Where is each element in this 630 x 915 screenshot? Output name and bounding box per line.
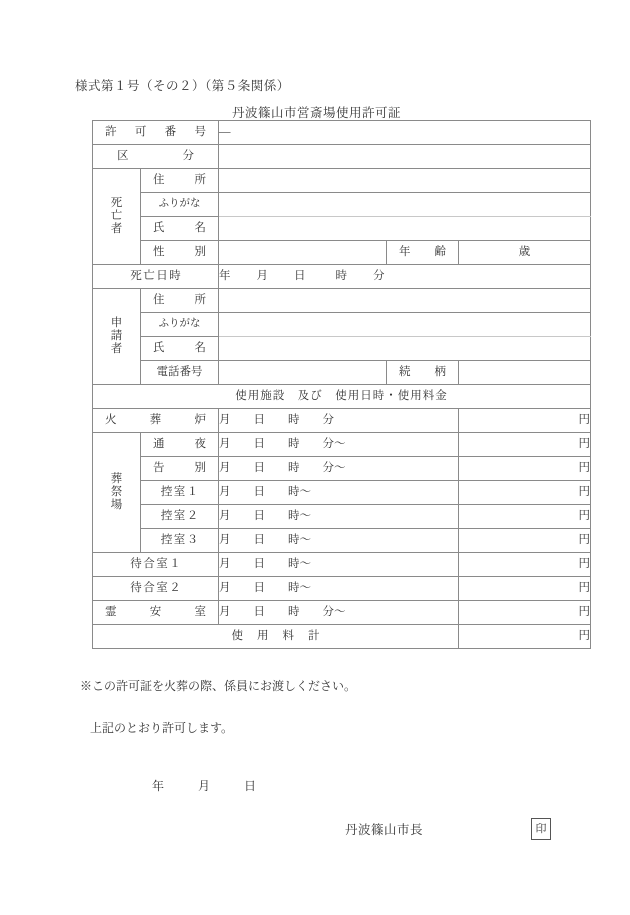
- table-row-mortuary: [93, 601, 591, 625]
- lounge-1-label: 待合室１: [93, 553, 219, 577]
- waiting-room-3-fee[interactable]: 円: [459, 529, 591, 553]
- crematorium-datetime[interactable]: 月 日 時 分: [219, 409, 459, 433]
- lounge-1-datetime[interactable]: 月 日 時〜: [219, 553, 459, 577]
- deceased-gender-label: 性別: [141, 241, 219, 265]
- category-value[interactable]: [219, 145, 591, 169]
- lounge-2-fee[interactable]: 円: [459, 577, 591, 601]
- table-row-applicant-phone: [93, 361, 591, 385]
- applicant-name-label: 氏名: [141, 337, 219, 361]
- form-code: 様式第１号（その２）（第５条関係）: [75, 79, 290, 93]
- table-row-death-datetime: [93, 265, 591, 289]
- table-row-lounge-1: [93, 553, 591, 577]
- wake-label: 通夜: [141, 433, 219, 457]
- total-label: 使用料計: [93, 625, 459, 649]
- mortuary-label: 霊安室: [93, 601, 219, 625]
- signatory-name: 丹波篠山市長: [345, 823, 424, 837]
- table-row-deceased-gender-age: [93, 241, 591, 265]
- waiting-room-3-label: 控室３: [141, 529, 219, 553]
- issue-date-year: 年: [152, 779, 165, 793]
- farewell-datetime[interactable]: 月 日 時 分〜: [219, 457, 459, 481]
- table-row-waiting-room-1: [93, 481, 591, 505]
- table-row-wake: [93, 433, 591, 457]
- issue-date-line[interactable]: [152, 777, 256, 794]
- waiting-room-1-datetime[interactable]: 月 日 時〜: [219, 481, 459, 505]
- mortuary-fee[interactable]: 円: [459, 601, 591, 625]
- table-row-category: [93, 145, 591, 169]
- seal-icon: 印: [531, 818, 551, 840]
- applicant-furigana-label: ふりがな: [141, 313, 219, 337]
- applicant-phone-label: 電話番号: [141, 361, 219, 385]
- waiting-room-3-datetime[interactable]: 月 日 時〜: [219, 529, 459, 553]
- deceased-age-value[interactable]: 歳: [459, 241, 591, 265]
- lounge-1-fee[interactable]: 円: [459, 553, 591, 577]
- crematorium-label: 火葬炉: [93, 409, 219, 433]
- table-row-deceased-name: [93, 217, 591, 241]
- applicant-relationship-value[interactable]: [459, 361, 591, 385]
- applicant-address-label: 住所: [141, 289, 219, 313]
- funeral-hall-group-label: 葬 祭 場: [93, 433, 141, 553]
- waiting-room-1-fee[interactable]: 円: [459, 481, 591, 505]
- table-row-facility-header: [93, 385, 591, 409]
- table-row-applicant-furigana: [93, 313, 591, 337]
- table-row-applicant-name: [93, 337, 591, 361]
- deceased-address-value[interactable]: [219, 169, 591, 193]
- permit-number-label: 許可番号: [93, 121, 219, 145]
- mortuary-datetime[interactable]: 月 日 時 分〜: [219, 601, 459, 625]
- total-fee[interactable]: 円: [459, 625, 591, 649]
- facility-header-label: 使用施設 及び 使用日時・使用料金: [93, 385, 591, 409]
- applicant-relationship-label: 続柄: [387, 361, 459, 385]
- issue-date-month: 月: [198, 779, 211, 793]
- table-row-farewell: [93, 457, 591, 481]
- category-label: 区分: [93, 145, 219, 169]
- table-row-permit-number: [93, 121, 591, 145]
- deceased-furigana-label: ふりがな: [141, 193, 219, 217]
- wake-fee[interactable]: 円: [459, 433, 591, 457]
- death-datetime-value[interactable]: 年 月 日 時 分: [219, 265, 591, 289]
- table-row-deceased-address: [93, 169, 591, 193]
- lounge-2-datetime[interactable]: 月 日 時〜: [219, 577, 459, 601]
- waiting-room-2-label: 控室２: [141, 505, 219, 529]
- waiting-room-2-fee[interactable]: 円: [459, 505, 591, 529]
- table-row-crematorium: [93, 409, 591, 433]
- death-datetime-label: 死亡日時: [93, 265, 219, 289]
- waiting-room-2-datetime[interactable]: 月 日 時〜: [219, 505, 459, 529]
- crematorium-fee[interactable]: 円: [459, 409, 591, 433]
- approval-statement: 上記のとおり許可します。: [90, 721, 234, 735]
- deceased-age-label: 年齢: [387, 241, 459, 265]
- farewell-label: 告別: [141, 457, 219, 481]
- applicant-name-value[interactable]: [219, 337, 591, 361]
- permit-number-value[interactable]: ―: [219, 121, 591, 145]
- applicant-group-label: 申 請 者: [93, 289, 141, 385]
- applicant-address-value[interactable]: [219, 289, 591, 313]
- deceased-gender-value[interactable]: [219, 241, 387, 265]
- applicant-furigana-value[interactable]: [219, 313, 591, 337]
- permit-note: ※この許可証を火葬の際、係員にお渡しください。: [80, 679, 357, 693]
- applicant-phone-value[interactable]: [219, 361, 387, 385]
- lounge-2-label: 待合室２: [93, 577, 219, 601]
- table-row-total: [93, 625, 591, 649]
- deceased-address-label: 住所: [141, 169, 219, 193]
- waiting-room-1-label: 控室１: [141, 481, 219, 505]
- table-row-applicant-address: [93, 289, 591, 313]
- table-row-waiting-room-2: [93, 505, 591, 529]
- wake-datetime[interactable]: 月 日 時 分〜: [219, 433, 459, 457]
- issue-date-day: 日: [244, 779, 257, 793]
- table-row-lounge-2: [93, 577, 591, 601]
- deceased-name-value[interactable]: [219, 217, 591, 241]
- deceased-name-label: 氏名: [141, 217, 219, 241]
- deceased-group-label: 死 亡 者: [93, 169, 141, 265]
- deceased-furigana-value[interactable]: [219, 193, 591, 217]
- document-title: 丹波篠山市営斎場使用許可証: [232, 106, 402, 120]
- permit-table: [92, 120, 591, 649]
- farewell-fee[interactable]: 円: [459, 457, 591, 481]
- table-row-deceased-furigana: [93, 193, 591, 217]
- table-row-waiting-room-3: [93, 529, 591, 553]
